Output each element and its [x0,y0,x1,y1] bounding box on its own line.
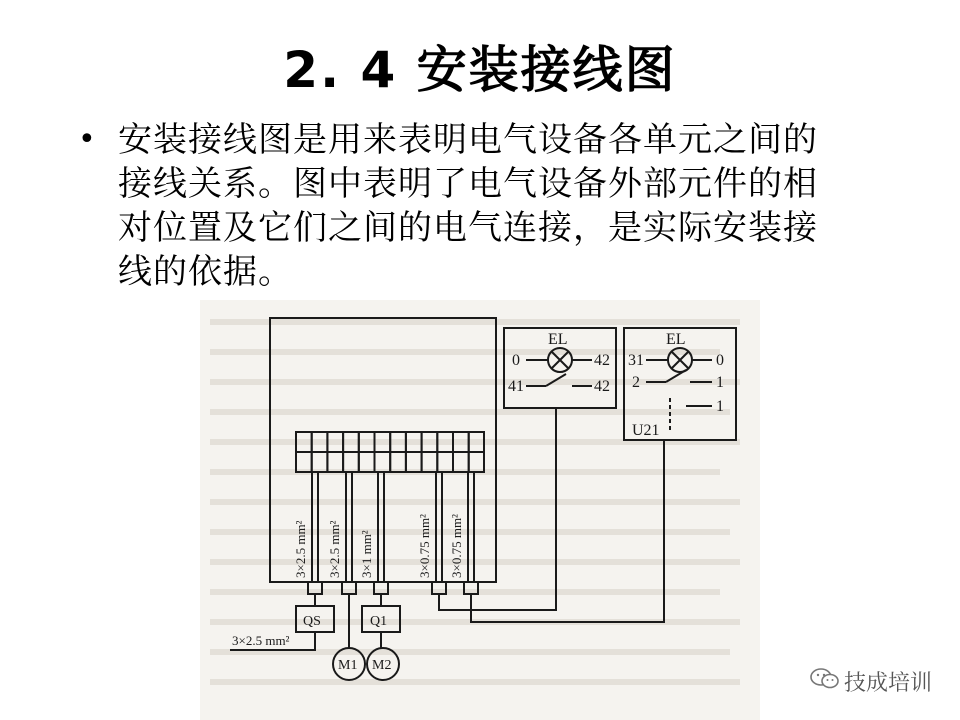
bullet-symbol: • [78,122,96,157]
box2-terminal-0: 0 [716,352,724,369]
box1-terminal-42a: 42 [594,352,610,369]
breaker-q1-label: Q1 [370,614,388,629]
supply-cable-label: 3×2.5 mm² [232,633,290,648]
breaker-qs-label: QS [303,614,321,629]
wechat-icon [810,667,840,695]
bullet-line-1: 安装接线图是用来表明电气设备各单元之间的 [118,120,818,160]
bullet-line-3: 对位置及它们之间的电气连接，是实际安装接 [118,208,818,248]
bullet-paragraph [78,118,898,294]
wiring-diagram [200,300,760,720]
box1-terminal-42b: 42 [594,378,610,395]
motor-m2-label: M2 [372,658,392,673]
box2-terminal-2: 2 [632,374,640,391]
box2-terminal-1a: 1 [716,374,724,391]
bullet-line-2: 接线关系。图中表明了电气设备外部元件的相 [118,164,818,204]
box2-unit-label: U21 [632,422,660,439]
cable-label-2: 3×2.5 mm² [327,520,342,578]
lamp-label-1: EL [548,331,568,348]
cable-label-3: 3×1 mm² [359,530,374,578]
bullet-text [118,118,898,294]
bullet-line-4: 线的依据。 [118,252,293,292]
terminal-cells [296,432,484,472]
cable-label-5: 3×0.75 mm² [449,514,464,578]
lamp-label-2: EL [666,331,686,348]
box2-terminal-31: 31 [628,352,644,369]
watermark-text: 技成培训 [843,670,932,696]
cable-label-4: 3×0.75 mm² [417,514,432,578]
box1-terminal-0: 0 [512,352,520,369]
box2-terminal-1b: 1 [716,398,724,415]
slide-title: 2. 4 安装接线图 [283,41,677,99]
watermark [810,668,932,694]
motor-m1-label: M1 [338,658,358,673]
box1-terminal-41: 41 [508,378,524,395]
cable-label-1: 3×2.5 mm² [293,520,308,578]
wiring-diagram-photo [200,300,760,720]
